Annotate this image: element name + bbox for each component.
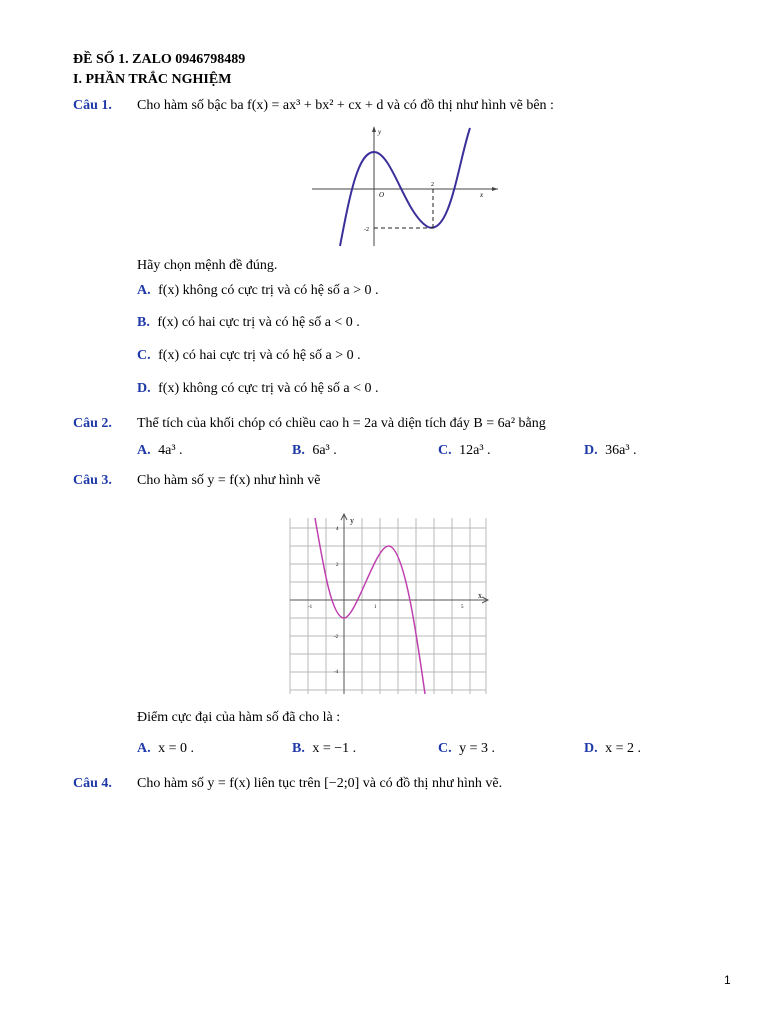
option-label: B. [292,741,305,756]
tick-y-4: 4 [336,527,339,532]
option-text: f(x) không có cực trị và có hệ số a > 0 . [158,283,379,298]
option-label: A. [137,283,151,298]
origin-label: O [379,191,385,199]
option-label: A. [137,443,151,458]
option-text: 4a³ . [158,443,183,458]
tick-y-2: 2 [336,563,339,568]
question-1-graph [310,124,500,248]
question-3-option-a[interactable] [137,741,194,757]
option-text: f(x) có hai cực trị và có hệ số a < 0 . [157,315,360,330]
option-text: 6a³ . [312,443,337,458]
tick-x-5: 5 [461,605,464,610]
option-text: x = −1 . [312,741,357,756]
question-1-option-b[interactable] [137,315,360,331]
section-title: I. PHẦN TRẮC NGHIỆM [73,72,232,87]
tick-y-neg2: -2 [364,227,369,233]
option-label: B. [292,443,305,458]
question-1-option-a[interactable] [137,283,378,299]
page-number: 1 [724,973,731,987]
question-3-graph [284,510,490,696]
option-label: B. [137,315,150,330]
option-text: f(x) không có cực trị và có hệ số a < 0 . [158,381,379,396]
question-3-text: Cho hàm số y = f(x) như hình vẽ [137,473,321,488]
y-axis-label: y [350,516,354,525]
question-2-label: Câu 2. [73,416,112,431]
option-label: C. [438,741,452,756]
x-axis-label: x [478,591,482,600]
tick-y-neg4: -4 [334,670,339,675]
y-axis-label: y [378,128,382,136]
option-label: D. [584,741,598,756]
option-label: D. [137,381,151,396]
y-axis-arrow [372,126,376,132]
option-label: D. [584,443,598,458]
question-1-prompt: Hãy chọn mệnh đề đúng. [137,258,278,273]
option-text: 12a³ . [459,443,491,458]
question-2-text: Thể tích của khối chóp có chiều cao h = 2a và diện tích đáy B = 6a² bằng [137,416,546,431]
question-4-text: Cho hàm số y = f(x) liên tục trên [−2;0] và có đồ thị như hình vẽ. [137,776,503,791]
question-2-option-a[interactable] [137,443,183,459]
function-curve [315,518,425,694]
option-label: A. [137,741,151,756]
question-2-option-b[interactable] [292,443,337,459]
option-label: C. [438,443,452,458]
question-1-option-d[interactable] [137,381,378,397]
tick-x-2: 2 [431,182,434,188]
option-text: f(x) có hai cực trị và có hệ số a > 0 . [158,348,361,363]
question-2-option-c[interactable] [438,443,491,459]
question-3-prompt: Điểm cực đại của hàm số đã cho là : [137,710,341,725]
question-1-label: Câu 1. [73,98,112,113]
x-axis-label: x [480,191,484,199]
option-text: 36a³ . [605,443,637,458]
exam-title: ĐỀ SỐ 1. ZALO 0946798489 [73,52,246,67]
question-3-label: Câu 3. [73,473,112,488]
option-text: x = 2 . [605,741,642,756]
tick-y-neg2: -2 [334,635,339,640]
option-text: x = 0 . [158,741,195,756]
question-2-option-d[interactable] [584,443,637,459]
option-label: C. [137,348,151,363]
question-3-option-d[interactable] [584,741,641,757]
question-3-option-c[interactable] [438,741,495,757]
tick-x-1: 1 [374,605,377,610]
question-3-option-b[interactable] [292,741,356,757]
x-axis-arrow [492,187,498,191]
question-4-label: Câu 4. [73,776,112,791]
option-text: y = 3 . [459,741,496,756]
tick-x-neg1: -1 [308,605,313,610]
question-1-text: Cho hàm số bậc ba f(x) = ax³ + bx² + cx + d và có đồ thị như hình vẽ bên : [137,98,554,113]
question-1-option-c[interactable] [137,348,361,364]
